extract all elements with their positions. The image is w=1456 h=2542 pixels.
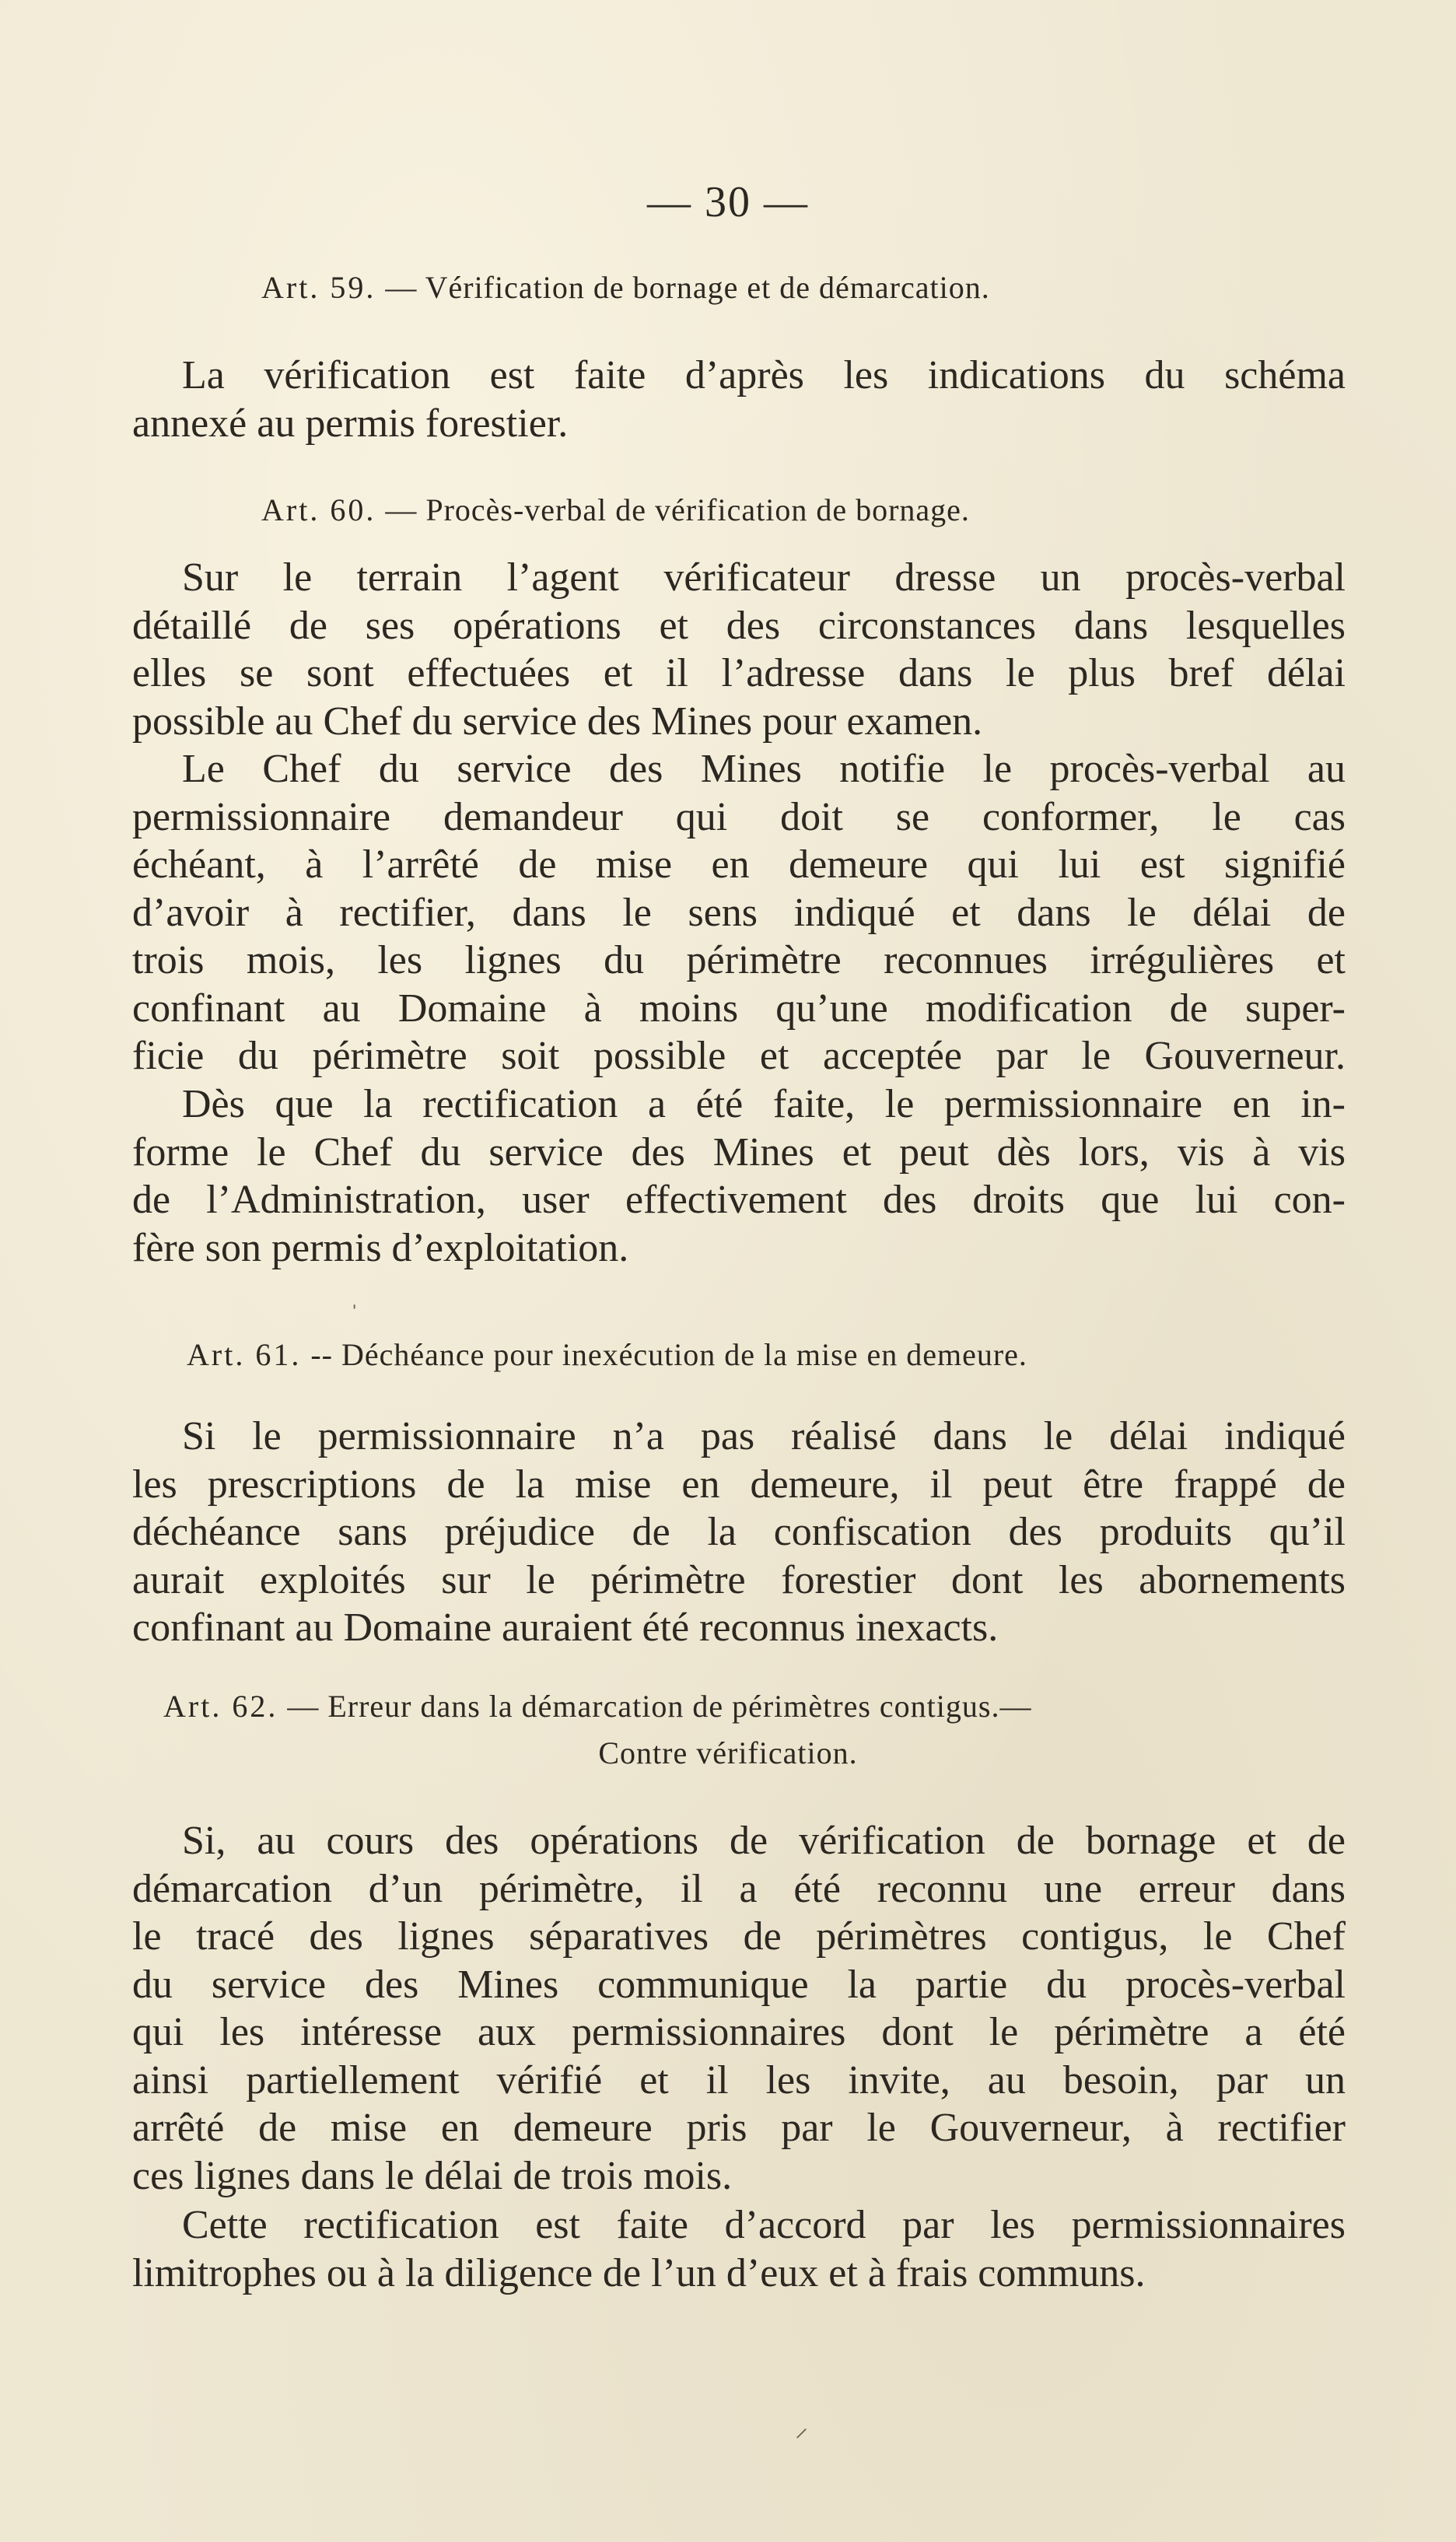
text-line: les prescriptions de la mise en demeure, il peut être frappé de <box>132 1462 1346 1507</box>
text-line: La vérification est faite d’après les indications du schéma <box>182 353 1346 397</box>
article-59-heading <box>261 266 990 310</box>
stray-mark: ˈ <box>350 1301 359 1329</box>
text-line: trois mois, les lignes du périmètre reconnues irrégulières et <box>132 938 1346 982</box>
text-line: le tracé des lignes séparatives de périmètres contigus, le Chef <box>132 1914 1346 1959</box>
page-number: — 30 — <box>647 178 809 226</box>
text-line: possible au Chef du service des Mines pour examen. <box>132 699 983 744</box>
article-62-heading-continuation <box>0 1731 1456 1775</box>
text-line: confinant au Domaine auraient été reconnus inexacts. <box>132 1605 999 1650</box>
article-60-paragraph-2 <box>132 745 1346 1080</box>
text-line: annexé au permis forestier. <box>132 401 569 446</box>
text-line: Sur le terrain l’agent vérificateur dresse un procès-verbal <box>182 555 1346 600</box>
article-label: Art. 60. <box>261 492 376 527</box>
text-line: Cette rectification est faite d’accord par les permissionnaires <box>182 2203 1346 2247</box>
article-title-line-2: Contre vérification. <box>598 1735 858 1770</box>
article-label: Art. 59. <box>261 270 376 305</box>
article-label: Art. 62. <box>163 1689 278 1724</box>
article-title: — Erreur dans la démarcation de périmètres contigus.— <box>287 1689 1032 1724</box>
text-line: détaillé de ses opérations et des circonstances dans lesquelles <box>132 603 1346 648</box>
article-62-paragraph-1 <box>132 1817 1346 2200</box>
article-60-paragraph-1 <box>132 554 1346 745</box>
text-line: d’avoir à rectifier, dans le sens indiqué et dans le délai de <box>132 890 1346 935</box>
text-line: confinant au Domaine à moins qu’une modification de super- <box>132 986 1346 1031</box>
text-line: du service des Mines communique la partie du procès-verbal <box>132 1962 1346 2007</box>
text-line: ainsi partiellement vérifié et il les invite, au besoin, par un <box>132 2057 1346 2103</box>
text-line: permissionnaire demandeur qui doit se conformer, le cas <box>132 794 1346 839</box>
text-line: Si le permissionnaire n’a pas réalisé dans le délai indiqué <box>182 1414 1346 1458</box>
text-line: démarcation d’un périmètre, il a été reconnu une erreur dans <box>132 1866 1346 1911</box>
article-title: — Procès-verbal de vérification de bornage. <box>385 492 970 527</box>
article-label: Art. 61. <box>187 1337 302 1372</box>
article-60-heading <box>261 488 970 532</box>
article-61-heading <box>187 1333 1027 1377</box>
text-line: qui les intéresse aux permissionnaires dont le périmètre a été <box>132 2010 1346 2054</box>
text-line: arrêté de mise en demeure pris par le Gouverneur, à rectifier <box>132 2106 1346 2150</box>
text-line: Dès que la rectification a été faite, le permissionnaire en in- <box>182 1082 1346 1126</box>
article-60-paragraph-3 <box>132 1080 1346 1272</box>
text-line: elles se sont effectuées et il l’adresse dans le plus bref délai <box>132 651 1346 695</box>
text-line: fère son permis d’exploitation. <box>132 1225 629 1270</box>
article-62-paragraph-2 <box>132 2201 1346 2297</box>
text-line: forme le Chef du service des Mines et peut dès lors, vis à vis <box>132 1129 1346 1175</box>
text-line: aurait exploités sur le périmètre forestier dont les abornements <box>132 1557 1346 1602</box>
article-59-paragraph-1 <box>132 352 1346 447</box>
article-62-heading <box>163 1685 1031 1728</box>
article-title: -- Déchéance pour inexécution de la mise en demeure. <box>310 1337 1027 1372</box>
text-line: limitrophes ou à la diligence de l’un d’eux et à frais communs. <box>132 2250 1146 2295</box>
stray-mark: ⸝ <box>795 2414 808 2442</box>
text-line: ces lignes dans le délai de trois mois. <box>132 2153 733 2198</box>
text-line: Si, au cours des opérations de vérification de bornage et de <box>182 1819 1346 1863</box>
article-title: — Vérification de bornage et de démarcation. <box>385 270 990 305</box>
text-line: ficie du périmètre soit possible et acceptée par le Gouverneur. <box>132 1034 1346 1078</box>
text-line: déchéance sans préjudice de la confiscation des produits qu’il <box>132 1510 1346 1554</box>
text-line: de l’Administration, user effectivement des droits que lui con- <box>132 1178 1346 1222</box>
text-line: Le Chef du service des Mines notifie le procès-verbal au <box>182 747 1346 791</box>
article-61-paragraph-1 <box>132 1413 1346 1652</box>
text-line: échéant, à l’arrêté de mise en demeure qui lui est signifié <box>132 842 1346 887</box>
